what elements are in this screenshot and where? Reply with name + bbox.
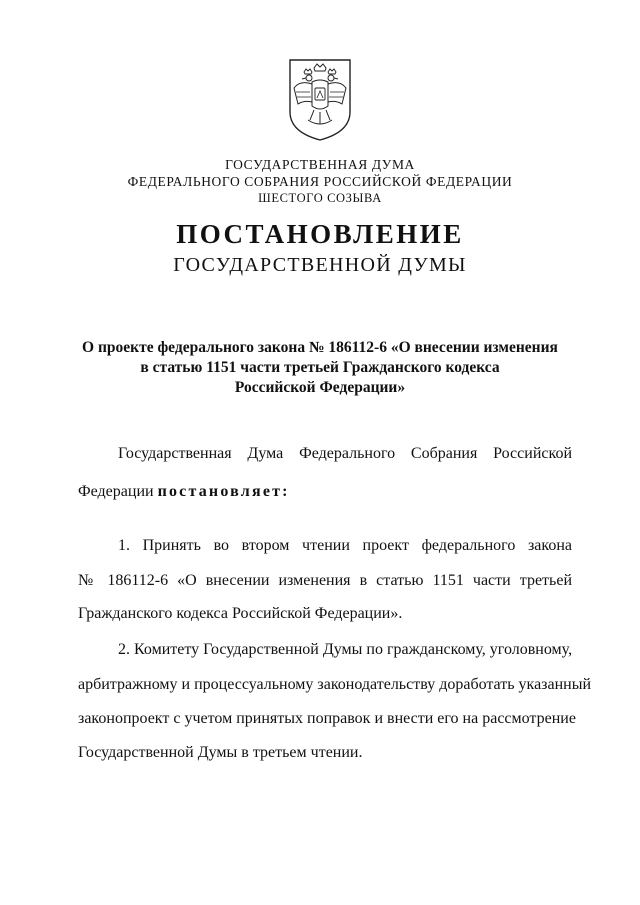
preamble-line-1: Государственная Дума Федерального Собрания Российской xyxy=(118,445,572,462)
decree-word: постановляет: xyxy=(157,483,290,500)
item-1-line-3: Гражданского кодекса Российской Федерации». xyxy=(78,605,403,622)
item-2-line-1: 2. Комитету Государственной Думы по гражданскому, уголовному, xyxy=(118,641,573,658)
header-line-3: ШЕСТОГО СОЗЫВА xyxy=(258,191,382,205)
header-line-2: ФЕДЕРАЛЬНОГО СОБРАНИЯ РОССИЙСКОЙ ФЕДЕРАЦИИ xyxy=(127,174,513,189)
document-subtitle: ГОСУДАРСТВЕННОЙ ДУМЫ xyxy=(173,254,467,276)
item-2-line-4: Государственной Думы в третьем чтении. xyxy=(78,744,363,761)
preamble-line-2 xyxy=(78,483,572,501)
subject-line-1: О проекте федерального закона № 186112-6 «О внесении изменения xyxy=(82,339,558,356)
item-1-line-1: 1. Принять во втором чтении проект федерального закона xyxy=(118,537,572,554)
preamble-text: Федерации xyxy=(78,483,158,500)
item-2-line-2: арбитражному и процессуальному законодательству доработать указанный xyxy=(78,676,592,693)
item-1-line-2: № 186112-6 «О внесении изменения в статью 1151 части третьей xyxy=(78,572,572,589)
subject-line-3: Российской Федерации» xyxy=(234,379,406,396)
header-line-1: ГОСУДАРСТВЕННАЯ ДУМА xyxy=(225,157,415,172)
item-2-line-3: законопроект с учетом принятых поправок и внести его на рассмотрение xyxy=(78,710,576,727)
document-title: ПОСТАНОВЛЕНИЕ xyxy=(176,219,464,249)
subject-line-2: в статью 1151 части третьей Гражданского кодекса xyxy=(140,359,500,376)
coat-of-arms-icon xyxy=(284,54,356,144)
